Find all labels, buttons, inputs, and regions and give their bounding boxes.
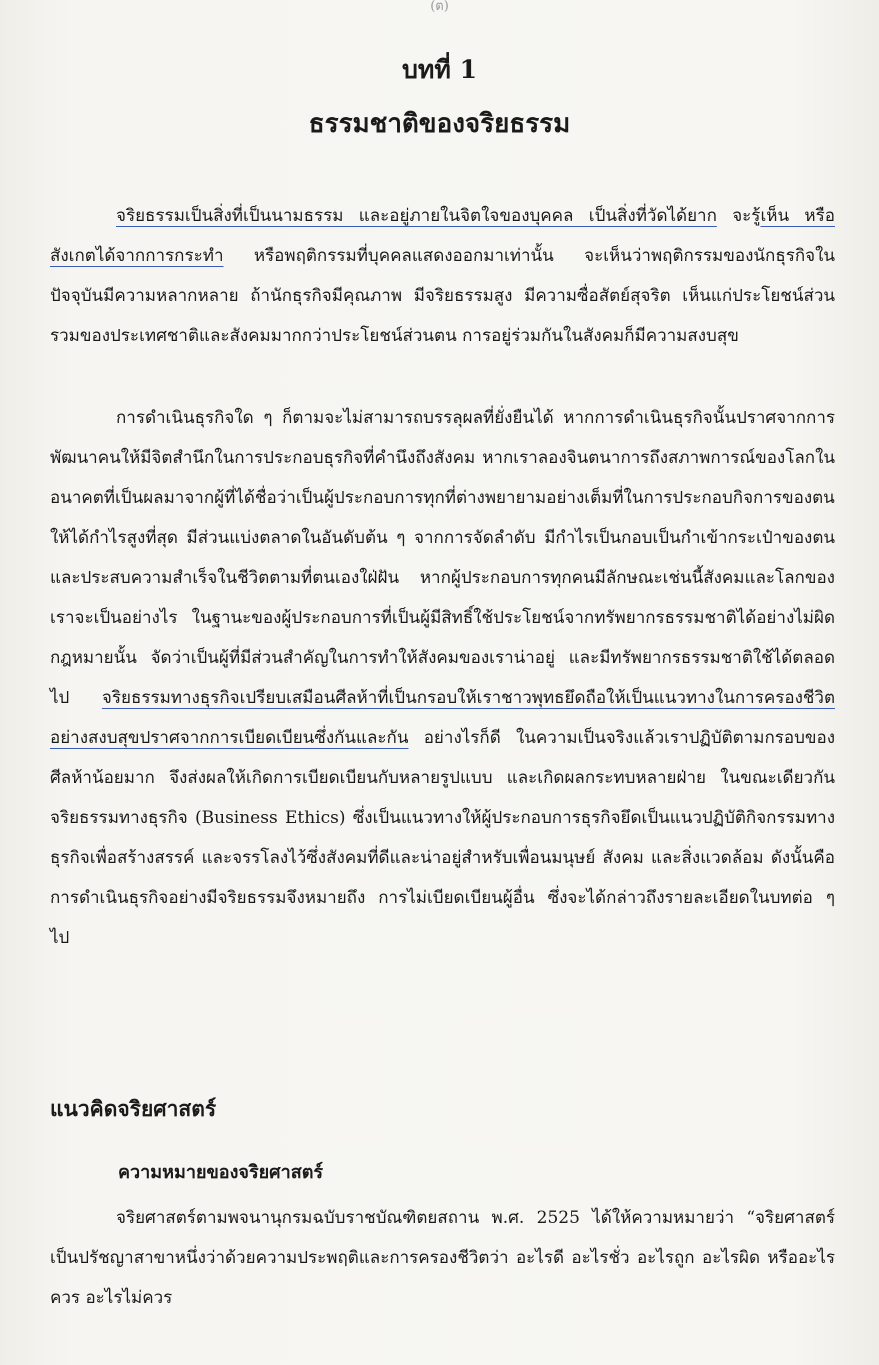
underlined-text: เห็น หรือสังเกตได้จากการกระทำ xyxy=(50,206,835,266)
paragraph-3: จริยศาสตร์ตามพจนานุกรมฉบับราชบัณฑิตยสถาน พ.ศ. 2525 ได้ให้ความหมายว่า “จริยศาสตร์เป็นปรัชญาสาขาหนึ่งว่าด้วยความประพฤติและการครองชีวิตว่า อะไรดี อะไรชั่ว อะไรถูก อะไรผิด หรืออะไรควร อะไรไม่ควร xyxy=(50,1208,835,1308)
paragraph-2 xyxy=(50,398,835,958)
text-segment: จะรู้ xyxy=(716,206,761,226)
text-segment: การดำเนินธุรกิจใด ๆ ก็ตามจะไม่สามารถบรรลุผลที่ยั่งยืนได้ หากการดำเนินธุรกิจนั้นปราศจากการพัฒนาคนให้มีจิตสำนึกในการประกอบธุรกิจที่คำนึงถึงสังคม หากเราลองจินตนาการถึงสภาพการณ์ของโลกในอนาคตที่เป็นผลมาจากผู้ที่ได้ชื่อว่าเป็นผู้ประกอบการทุกที่ต่างพยายามอย่างเต็มที่ในการประกอบกิจการของตนให้ได้กำไรสูงที่สุด มีส่วนแบ่งตลาดในอันดับต้น ๆ จากการจัดลำดับ มีกำไรเป็นกอบเป็นกำเข้ากระเป๋าของตน และประสบความสำเร็จในชีวิตตามที่ตนเองใฝ่ฝัน หากผู้ประกอบการทุกคนมีลักษณะเช่นนี้สังคมและโลกของเราจะเป็นอย่างไร ในฐานะของผู้ประกอบการที่เป็นผู้มีสิทธิ์ใช้ประโยชน์จากทรัพยากรธรรมชาติได้อย่างไม่ผิดกฎหมายนั้น จัดว่าเป็นผู้ที่มีส่วนสำคัญในการทำให้สังคมของเราน่าอยู่ และมีทรัพยากรธรรมชาติใช้ได้ตลอดไป xyxy=(50,408,835,708)
underlined-text: จริยธรรมทางธุรกิจเปรียบเสมือนศีลห้าที่เป็นกรอบให้เราชาวพุทธยึดถือให้เป็นแนวทางในการครองชีวิตอย่างสงบสุขปราศจากการเบียดเบียนซึ่งกันและกัน xyxy=(50,688,835,748)
chapter-label: บทที่ 1 xyxy=(402,55,477,84)
text-segment: หรือพฤติกรรมที่บุคคลแสดงออกมาเท่านั้น จะเห็นว่าพฤติกรรมของนักธุรกิจในปัจจุบันมีความหลากหลาย ถ้านักธุรกิจมีคุณภาพ มีจริยธรรมสูง มีความซื่อสัตย์สุจริต เห็นแก่ประโยชน์ส่วนรวมของประเทศชาติและสังคมมากกว่าประโยชน์ส่วนตน การอยู่ร่วมกันในสังคมก็มีความสงบสุข xyxy=(50,246,835,346)
text-segment: อย่างไรก็ดี ในความเป็นจริงแล้วเราปฏิบัติตามกรอบของศีลห้าน้อยมาก จึงส่งผลให้เกิดการเบียดเบียนกับหลายรูปแบบ และเกิดผลกระทบหลายฝ่าย ในขณะเดียวกันจริยธรรมทางธุรกิจ (Business Ethics) ซึ่งเป็นแนวทางให้ผู้ประกอบการธุรกิจยึดเป็นแนวปฏิบัติกิจกรรมทางธุรกิจเพื่อสร้างสรรค์ และจรรโลงไว้ซึ่งสังคมที่ดีและน่าอยู่สำหรับเพื่อนมนุษย์ สังคม และสิ่งแวดล้อม ดังนั้นคือ การดำเนินธุรกิจอย่างมีจริยธรรมจึงหมายถึง การไม่เบียดเบียนผู้อื่น ซึ่งจะได้กล่าวถึงรายละเอียดในบทต่อ ๆ ไป xyxy=(50,728,835,948)
subsection-heading: ความหมายของจริยศาสตร์ xyxy=(118,1162,324,1183)
chapter-title: ธรรมชาติของจริยธรรม xyxy=(308,109,571,139)
underlined-text: จริยธรรมเป็นสิ่งที่เป็นนามธรรม และอยู่ภายในจิตใจของบุคคล เป็นสิ่งที่วัดได้ยาก xyxy=(116,206,717,226)
paragraph-1 xyxy=(50,196,835,356)
page-number: (ต) xyxy=(430,0,449,14)
section-heading: แนวคิดจริยศาสตร์ xyxy=(50,1096,217,1121)
